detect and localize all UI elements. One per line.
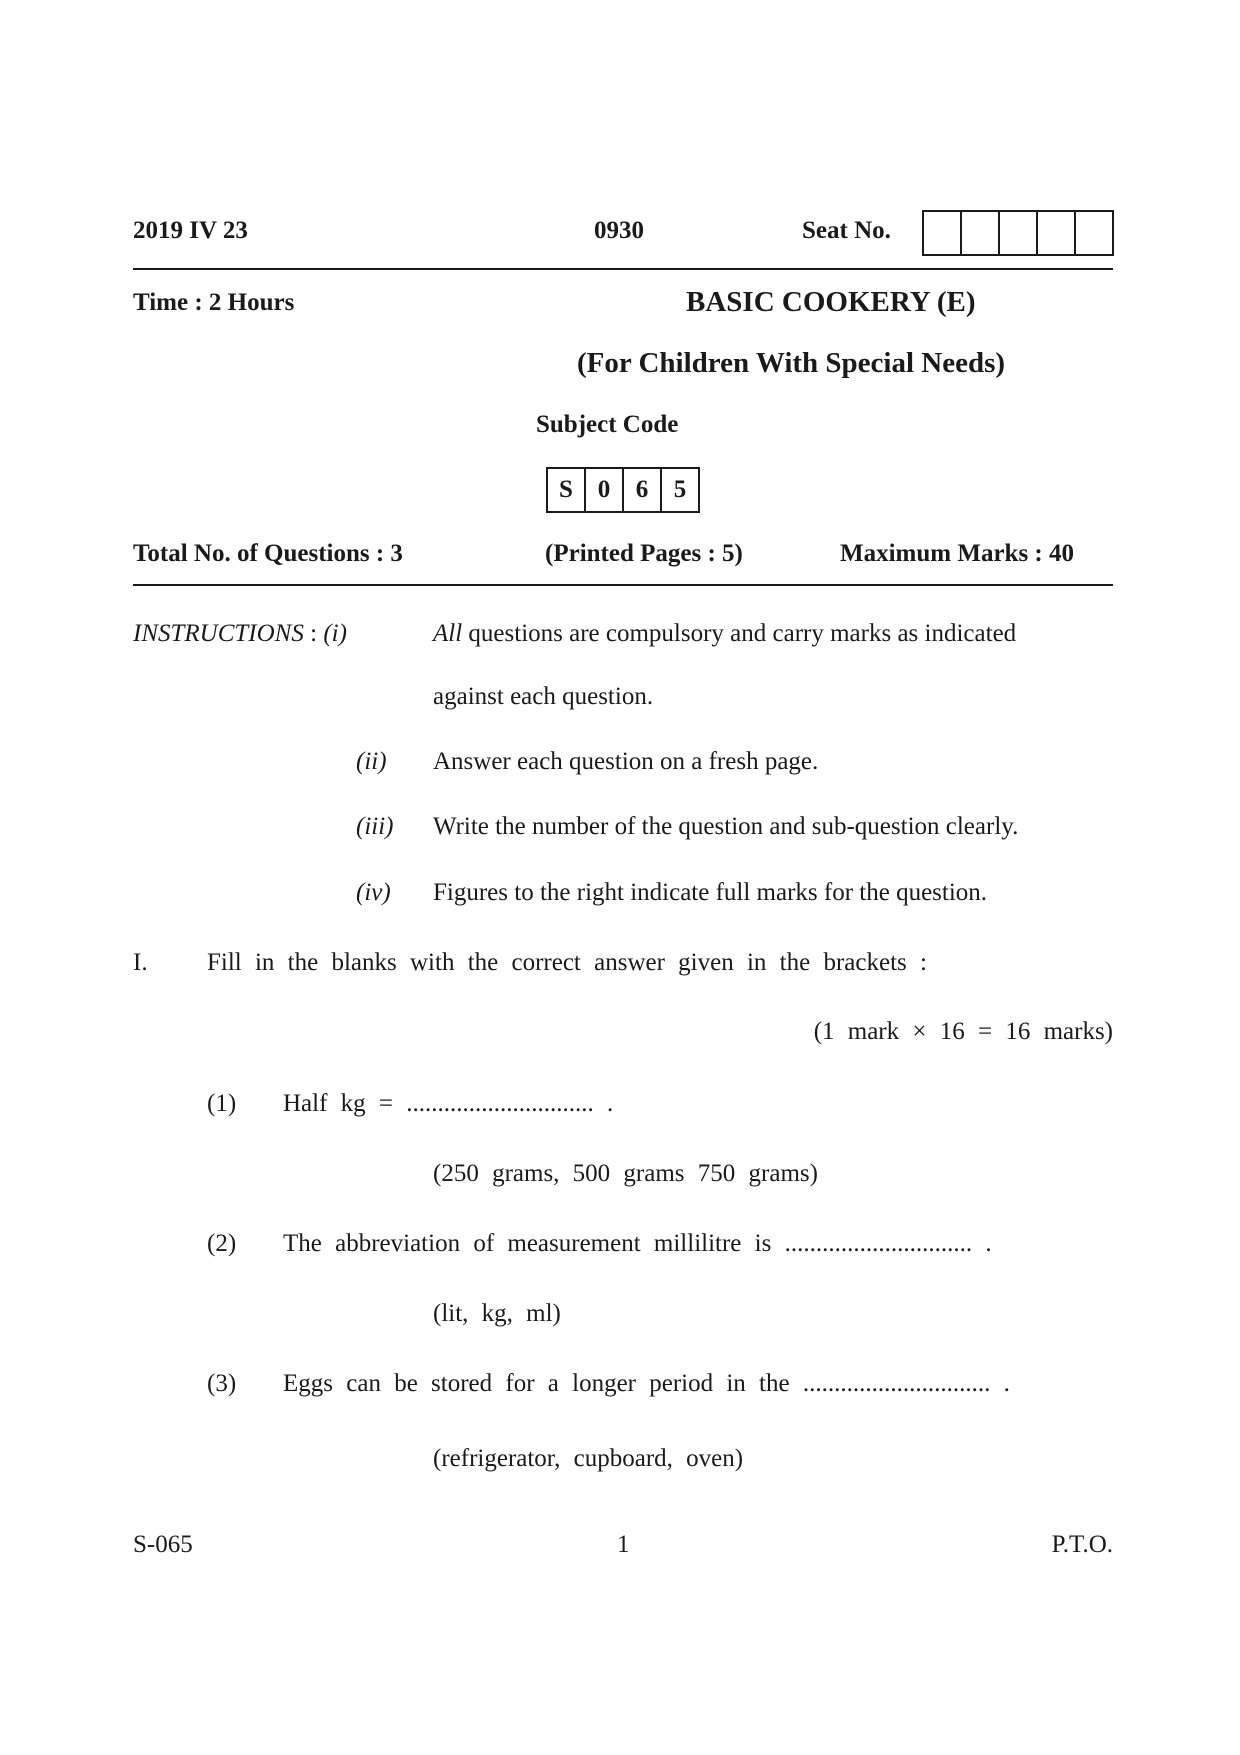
footer-paper-code: S-065	[133, 1531, 193, 1558]
subject-subtitle: (For Children With Special Needs)	[577, 347, 1006, 379]
section-marks: (1 mark × 16 = 16 marks)	[813, 1018, 1113, 1045]
seat-box[interactable]	[962, 212, 1000, 254]
instruction-text: Answer each question on a fresh page.	[433, 748, 819, 775]
instructions-separator: :	[303, 620, 324, 647]
instruction-text: questions are compulsory and carry marks as indicated	[462, 620, 1017, 647]
seat-box[interactable]	[1076, 212, 1112, 254]
question-options: (250 grams, 500 grams 750 grams)	[433, 1160, 818, 1187]
exam-code: 2019 IV 23	[133, 217, 248, 244]
seat-label: Seat No.	[802, 217, 891, 244]
seat-number-boxes[interactable]	[922, 210, 1114, 256]
time-allowed: Time : 2 Hours	[133, 289, 295, 316]
subject-code-boxes	[546, 467, 700, 513]
question-options: (refrigerator, cupboard, oven)	[433, 1445, 744, 1472]
section-number: I.	[133, 949, 148, 976]
instruction-number: (iii)	[356, 813, 394, 840]
question-options: (lit, kg, ml)	[433, 1300, 561, 1327]
instructions-label	[133, 620, 347, 648]
printed-pages: (Printed Pages : 5)	[545, 540, 743, 567]
subject-code-label: Subject Code	[536, 411, 679, 438]
instruction-text: Figures to the right indicate full marks for the question.	[433, 879, 988, 906]
instruction-text: Write the number of the question and sub-question clearly.	[433, 813, 1019, 840]
question-text: The abbreviation of measurement millilitre is .............................. .	[283, 1230, 992, 1257]
subject-code-char: 0	[586, 469, 624, 511]
maximum-marks: Maximum Marks : 40	[840, 540, 1074, 567]
seat-box[interactable]	[1038, 212, 1076, 254]
question-text: Half kg = .............................. .	[283, 1090, 614, 1117]
seat-box[interactable]	[1000, 212, 1038, 254]
question-number: (3)	[207, 1370, 237, 1397]
please-turn-over: P.T.O.	[1051, 1531, 1113, 1558]
total-questions: Total No. of Questions : 3	[133, 540, 403, 567]
instruction-item	[433, 620, 1016, 648]
question-text: Eggs can be stored for a longer period in the .............................. .	[283, 1370, 1010, 1397]
page-number: 1	[617, 1531, 630, 1558]
subject-code-char: 5	[673, 476, 687, 503]
section-heading: Fill in the blanks with the correct answer given in the brackets :	[207, 949, 927, 976]
subject-code-char: 6	[624, 469, 662, 511]
header-divider	[133, 268, 1113, 270]
subject-title: BASIC COOKERY (E)	[686, 286, 976, 318]
instruction-emphasis: All	[433, 620, 463, 647]
instruction-number: (ii)	[356, 748, 387, 775]
question-number: (1)	[207, 1090, 237, 1117]
seat-box[interactable]	[924, 212, 962, 254]
paper-number: 0930	[594, 217, 644, 244]
subject-code-char: S	[548, 469, 586, 511]
instructions-heading: INSTRUCTIONS	[133, 620, 304, 647]
summary-divider	[133, 584, 1113, 586]
question-number: (2)	[207, 1230, 237, 1257]
instruction-text-continued: against each question.	[433, 683, 654, 710]
instruction-number: (i)	[323, 620, 347, 647]
instruction-number: (iv)	[356, 879, 391, 906]
